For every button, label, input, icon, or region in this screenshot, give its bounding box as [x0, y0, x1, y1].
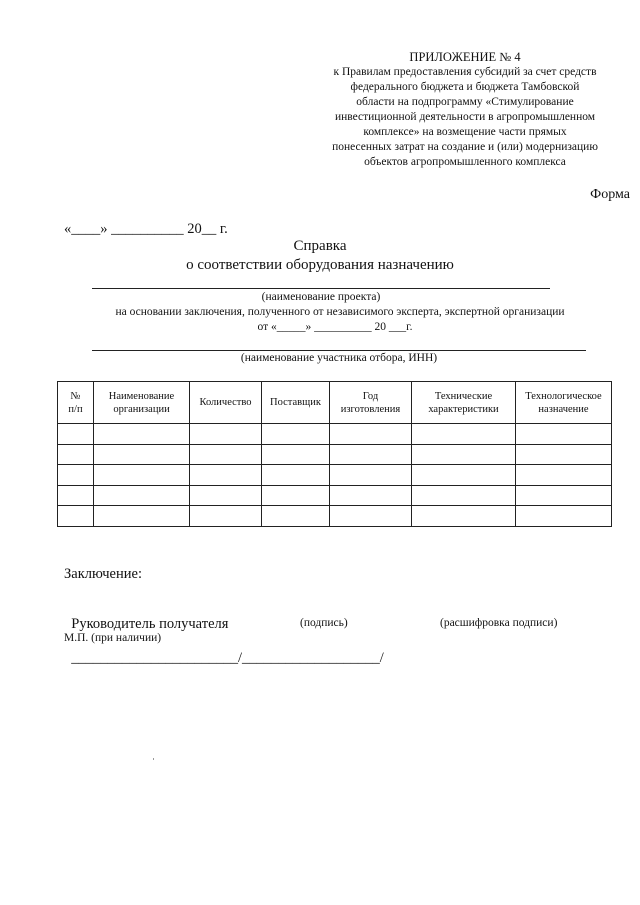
stamp-label: М.П. (при наличии) — [64, 632, 162, 644]
participant-line — [92, 350, 586, 351]
header-purpose: Технологическое назначение — [516, 382, 612, 424]
document-subtitle: о соответствии оборудования назначению — [186, 257, 454, 273]
header-supplier: Поставщик — [262, 382, 330, 424]
equipment-table — [57, 381, 612, 527]
participant-caption: (наименование участника отбора, ИНН) — [240, 352, 438, 364]
appendix-line: комплексе» на возмещение части прямых — [363, 126, 567, 138]
basis-date: от «_____» __________ 20 ___г. — [257, 321, 413, 333]
table-row — [58, 424, 612, 445]
header-specs: Технические характеристики — [412, 382, 516, 424]
scan-speck — [153, 758, 154, 760]
project-caption: (наименование проекта) — [261, 291, 381, 303]
appendix-line: понесенных затрат на создание и (или) модернизацию — [332, 141, 598, 153]
header-number: № п/п — [58, 382, 94, 424]
date-line: «____» __________ 20__ г. — [64, 221, 228, 237]
appendix-line: к Правилам предоставления субсидий за счет средств — [333, 66, 597, 78]
signature-line: _______________________/___________________/ — [71, 650, 384, 666]
header-organization-name: Наименование организации — [94, 382, 190, 424]
decode-caption: (расшифровка подписи) — [440, 617, 558, 629]
header-quantity: Количество — [190, 382, 262, 424]
table-row — [58, 506, 612, 527]
form-label: Форма — [590, 187, 630, 202]
project-name-line — [92, 288, 550, 289]
appendix-line: области на подпрограмму «Стимулирование — [356, 96, 574, 108]
appendix-line: федерального бюджета и бюджета Тамбовской — [350, 81, 580, 93]
table-row — [58, 465, 612, 486]
conclusion-label: Заключение: — [64, 566, 142, 582]
sign-caption: (подпись) — [300, 617, 348, 629]
appendix-block — [300, 50, 630, 170]
appendix-title: ПРИЛОЖЕНИЕ № 4 — [409, 50, 521, 64]
signatory-role: Руководитель получателя — [71, 616, 229, 632]
appendix-line: объектов агропромышленного комплекса — [364, 156, 566, 168]
header-year: Год изготовления — [330, 382, 412, 424]
document-title: Справка — [293, 238, 347, 254]
appendix-line: инвестиционной деятельности в агропромышленном — [334, 111, 596, 123]
table-header-row — [58, 382, 612, 424]
basis-line: на основании заключения, полученного от независимого эксперта, экспертной организации — [115, 306, 565, 318]
table-row — [58, 444, 612, 465]
table-row — [58, 485, 612, 506]
